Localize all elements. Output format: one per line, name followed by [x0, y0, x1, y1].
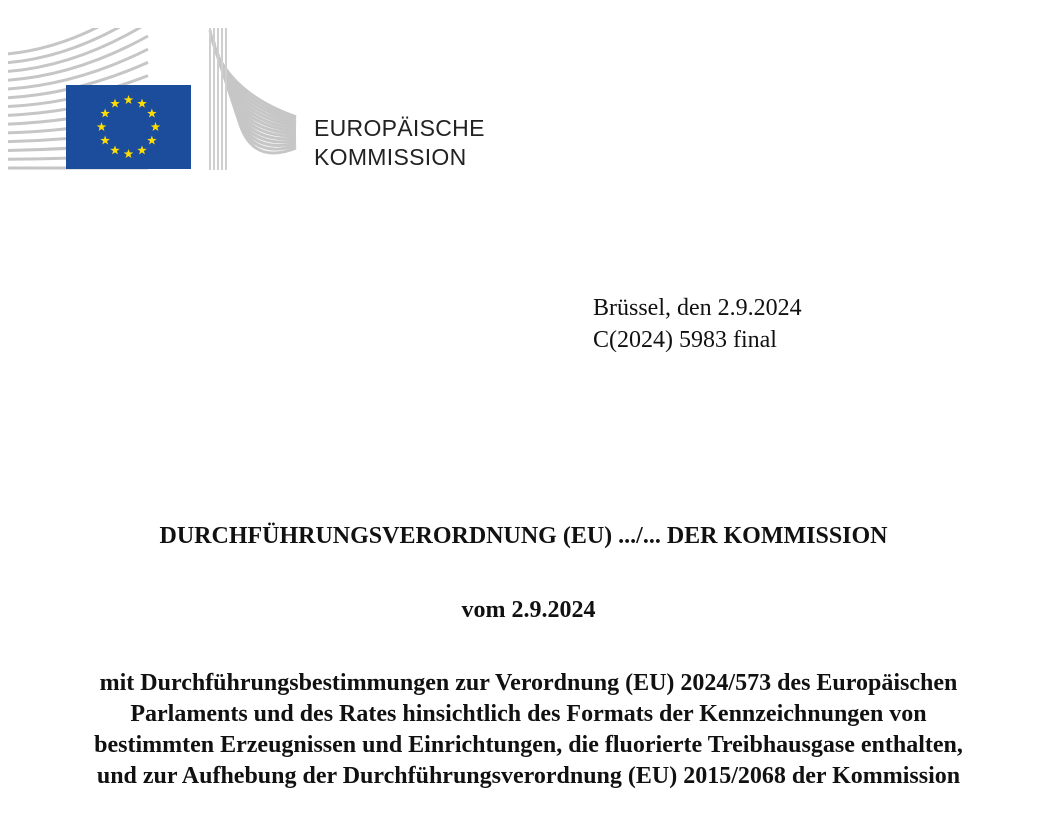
document-meta — [593, 292, 802, 356]
subject-line: bestimmten Erzeugnissen und Einrichtungen, die fluorierte Treibhausgase enthalten, — [94, 732, 963, 758]
european-commission-logo — [8, 28, 300, 173]
subject-line: und zur Aufhebung der Durchführungsverordnung (EU) 2015/2068 der Kommission — [96, 763, 961, 789]
document-date: vom 2.9.2024 — [461, 597, 596, 623]
subject-line: Parlaments und des Rates hinsichtlich des Formats der Kennzeichnungen von — [130, 701, 927, 727]
document-subject — [0, 668, 1047, 792]
berlaymont-lines-right — [210, 28, 296, 170]
document-reference: C(2024) 5983 final — [593, 327, 777, 353]
subject-line: mit Durchführungsbestimmungen zur Verordnung (EU) 2024/573 des Europäischen — [99, 670, 958, 696]
document-title: DURCHFÜHRUNGSVERORDNUNG (EU) .../... DER KOMMISSION — [159, 523, 888, 549]
organization-name-line-2: KOMMISSION — [314, 144, 467, 170]
building-line — [8, 28, 148, 54]
organization-name — [314, 114, 485, 172]
place-and-date: Brüssel, den 2.9.2024 — [593, 295, 802, 321]
organization-name-line-1: EUROPÄISCHE — [314, 115, 485, 141]
